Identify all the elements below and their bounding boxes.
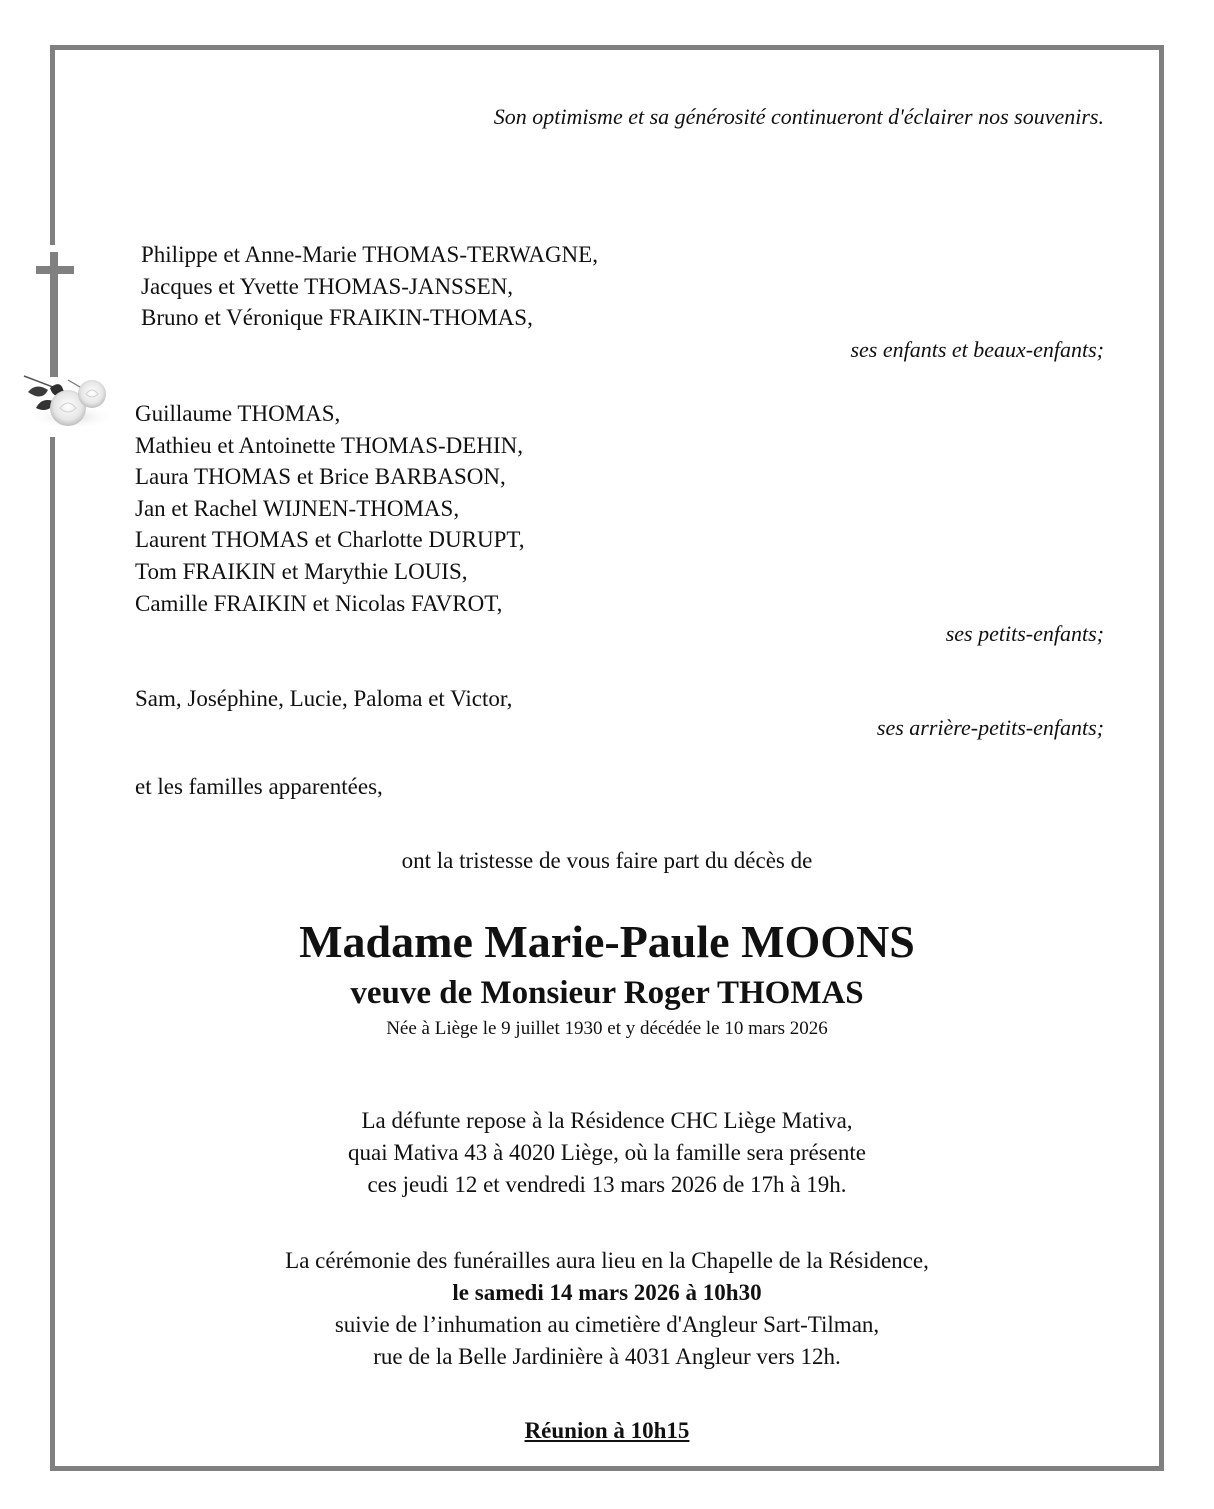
- grandchild-entry: Laura THOMAS et Brice BARBASON,: [135, 464, 506, 490]
- birth-death-dates: Née à Liège le 9 juillet 1930 et y décédée le 10 mars 2026: [386, 1018, 828, 1039]
- deceased-name: Madame Marie-Paule MOONS: [299, 916, 915, 967]
- memorial-quote: Son optimisme et sa générosité continueront d'éclairer nos souvenirs.: [493, 104, 1104, 129]
- cross-with-roses-icon: [22, 252, 114, 434]
- ceremony-date-time: le samedi 14 mars 2026 à 10h30: [452, 1280, 762, 1305]
- grandchild-entry: Jan et Rachel WIJNEN-THOMAS,: [135, 495, 460, 521]
- visitation-line: ces jeudi 12 et vendredi 13 mars 2026 de 17h à 19h.: [367, 1172, 847, 1197]
- burial-info: suivie de l’inhumation au cimetière d'Angleur Sart-Tilman,: [334, 1312, 880, 1337]
- widow-of: veuve de Monsieur Roger THOMAS: [350, 975, 864, 1011]
- meeting-time: Réunion à 10h15: [524, 1418, 690, 1443]
- visitation-line: La défunte repose à la Résidence CHC Liège Mativa,: [361, 1108, 853, 1133]
- grandchild-entry: Guillaume THOMAS,: [135, 401, 341, 426]
- announcement-intro: ont la tristesse de vous faire part du décès de: [401, 848, 813, 873]
- grandchildren-list: [135, 398, 524, 619]
- burial-address: rue de la Belle Jardinière à 4031 Angleur vers 12h.: [373, 1344, 841, 1369]
- ceremony-location: La cérémonie des funérailles aura lieu en la Chapelle de la Résidence,: [285, 1248, 929, 1273]
- frame-border-top: [50, 45, 1164, 50]
- children-list: [141, 239, 598, 334]
- visitation-line: quai Mativa 43 à 4020 Liège, où la famille sera présente: [348, 1140, 866, 1165]
- child-couple: Jacques et Yvette THOMAS-JANSSEN,: [141, 273, 514, 299]
- grandchild-entry: Tom FRAIKIN et Marythie LOUIS,: [135, 558, 468, 584]
- child-couple: Bruno et Véronique FRAIKIN-THOMAS,: [141, 305, 533, 331]
- ceremony-info: [0, 1245, 1214, 1373]
- grandchild-entry: Camille FRAIKIN et Nicolas FAVROT,: [135, 590, 503, 616]
- related-families-text: et les familles apparentées,: [135, 774, 383, 799]
- related-families: [135, 771, 383, 803]
- cross-horizontal-beam: [36, 266, 74, 274]
- great-grandchildren-entry: Sam, Joséphine, Lucie, Paloma et Victor,: [135, 686, 513, 711]
- grandchild-entry: Laurent THOMAS et Charlotte DURUPT,: [135, 527, 525, 553]
- grandchildren-relation-label: ses petits-enfants;: [945, 621, 1104, 646]
- frame-border-left-upper: [50, 45, 55, 245]
- great-grandchildren-relation-label: ses arrière-petits-enfants;: [876, 715, 1104, 740]
- grandchild-entry: Mathieu et Antoinette THOMAS-DEHIN,: [135, 432, 523, 458]
- children-relation-label: ses enfants et beaux-enfants;: [850, 337, 1104, 362]
- frame-border-bottom: [50, 1466, 1164, 1471]
- child-couple: Philippe et Anne-Marie THOMAS-TERWAGNE,: [141, 242, 598, 267]
- visitation-info: [0, 1105, 1214, 1201]
- great-grandchildren-list: [135, 683, 512, 715]
